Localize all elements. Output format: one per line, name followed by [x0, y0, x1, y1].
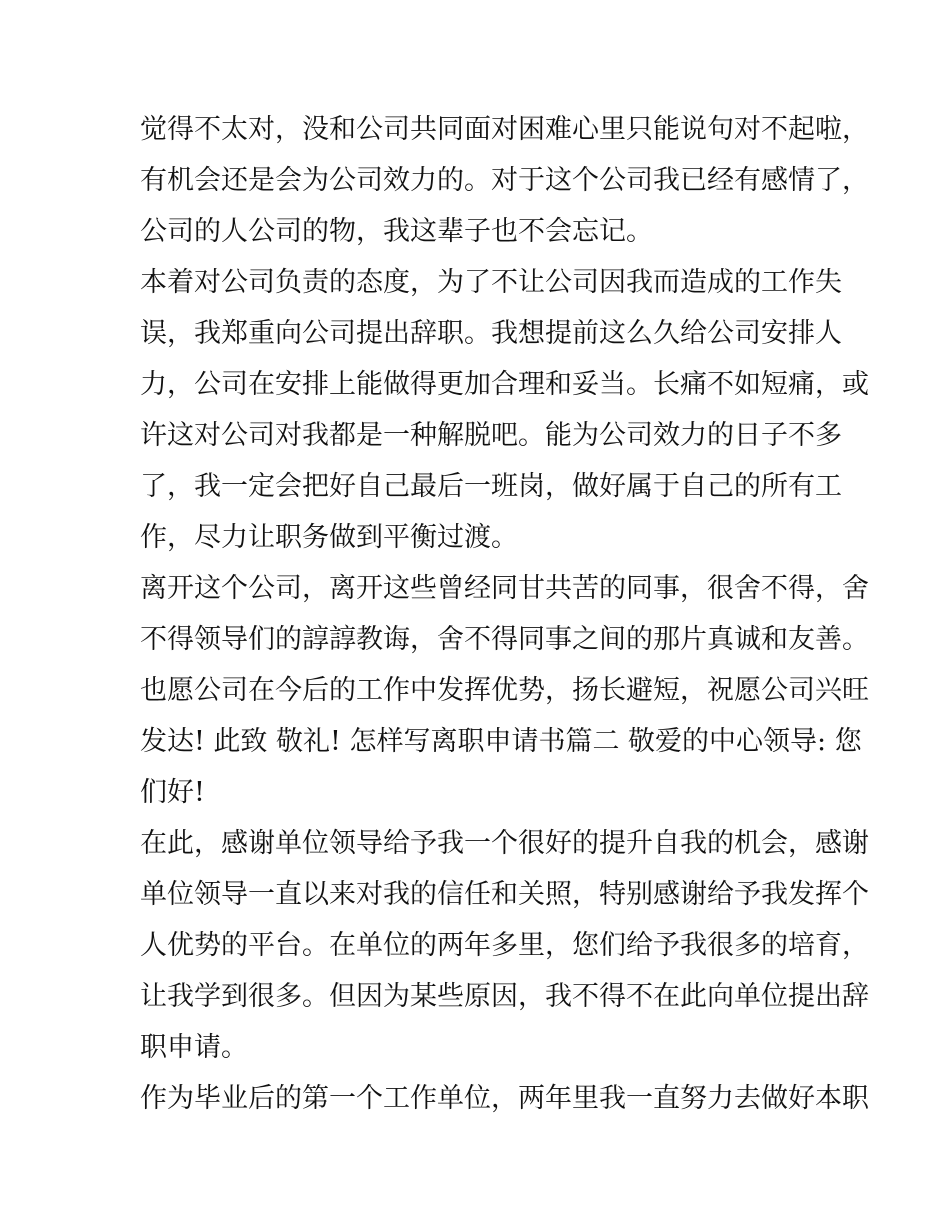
document-body	[140, 104, 869, 1124]
text-line: 单位领导一直以来对我的信任和关照，特别感谢给予我发挥个	[140, 879, 869, 910]
text-line: 们好!	[140, 777, 205, 808]
paragraph-3	[140, 563, 869, 818]
text-line: 让我学到很多。但因为某些原因，我不得不在此向单位提出辞	[140, 981, 869, 1012]
paragraph-1	[140, 104, 869, 257]
text-line: 不得领导们的諄諄教诲，舍不得同事之间的那片真诚和友善。	[140, 624, 869, 655]
text-line: 在此，感谢单位领导给予我一个很好的提升自我的机会，感谢	[140, 828, 869, 859]
text-line: 职申请。	[140, 1032, 248, 1063]
text-line: 作，尽力让职务做到平衡过渡。	[140, 522, 518, 553]
text-line: 发达! 此致 敬礼! 怎样写离职申请书篇二 敬爱的中心领导: 您	[140, 726, 862, 757]
text-line: 作为毕业后的第一个工作单位，两年里我一直努力去做好本职	[140, 1083, 869, 1114]
text-line: 也愿公司在今后的工作中发挥优势，扬长避短，祝愿公司兴旺	[140, 675, 869, 706]
text-line: 本着对公司负责的态度，为了不让公司因我而造成的工作失	[140, 267, 842, 298]
text-line: 人优势的平台。在单位的两年多里，您们给予我很多的培育，	[140, 930, 869, 961]
text-line: 误，我郑重向公司提出辞职。我想提前这么久给公司安排人	[140, 318, 842, 349]
text-line: 了，我一定会把好自己最后一班岗，做好属于自己的所有工	[140, 471, 842, 502]
text-line: 公司的人公司的物，我这辈子也不会忘记。	[140, 216, 653, 247]
paragraph-4	[140, 818, 869, 1073]
text-line: 离开这个公司，离开这些曾经同甘共苦的同事，很舍不得，舍	[140, 573, 869, 604]
text-line: 有机会还是会为公司效力的。对于这个公司我已经有感情了，	[140, 165, 869, 196]
text-line: 力，公司在安排上能做得更加合理和妥当。长痛不如短痛，或	[140, 369, 869, 400]
text-line: 觉得不太对，没和公司共同面对困难心里只能说句对不起啦，	[140, 114, 869, 145]
paragraph-5	[140, 1073, 869, 1124]
text-line: 许这对公司对我都是一种解脱吧。能为公司效力的日子不多	[140, 420, 842, 451]
paragraph-2	[140, 257, 869, 563]
